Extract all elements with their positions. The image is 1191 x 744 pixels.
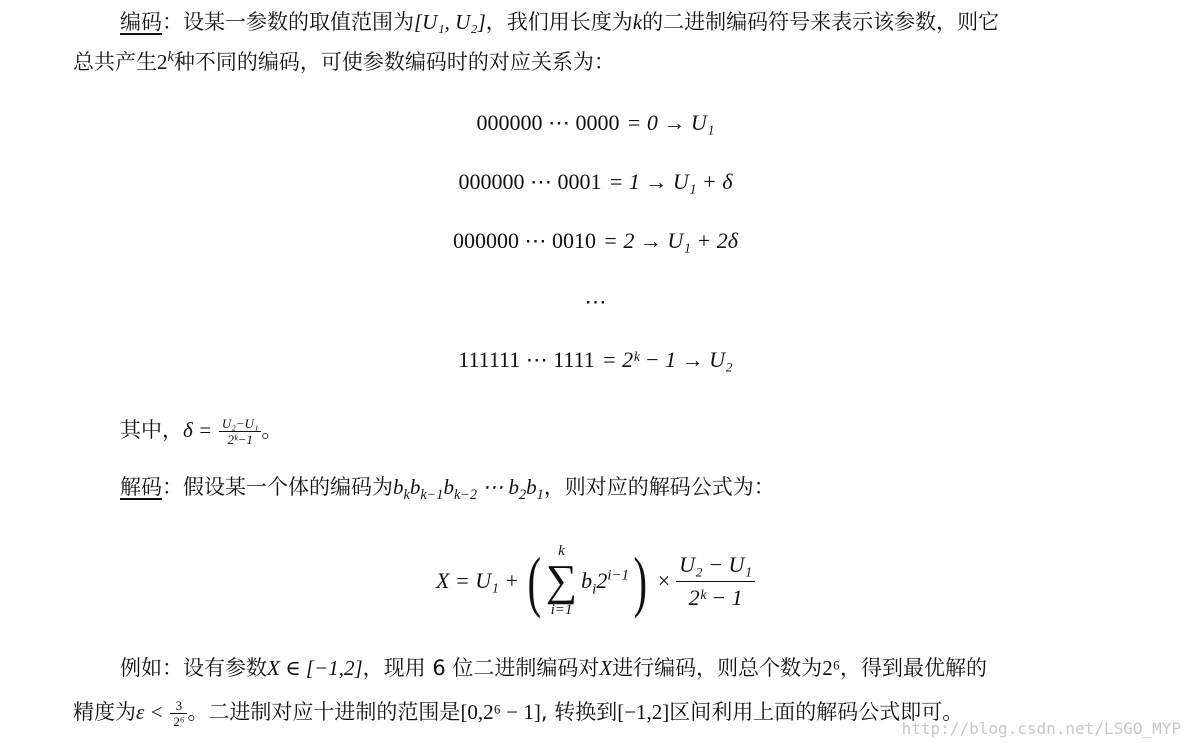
mapping-ellipsis: ⋯ [584, 289, 607, 314]
mapping-eq-3: 000000 ⋯ 0010 = 2 → U₁ + 2δ [453, 228, 738, 253]
k-var: k [632, 10, 643, 34]
example-line-2: 精度为ε < $\frac{3}{\text{2⁶}}$ 。二进制对应十进制的范围是[0,2⁶ − 1], 转换到[−1,2]区间利用上面的解码公式即可。 [73, 698, 964, 729]
decode-formula: X = U₁ + ( k ∑ i=1 $b_i2^{i-1}$ ) × $\frac{\text{U₂ − U₁}}{\text{2ᵏ − 1}}$ [0, 536, 1191, 626]
intro-line-1: 编码：设某一参数的取值范围为[U₁, U₂]，我们用长度为k的二进制编码符号来表示该参数，则它 [120, 10, 1000, 34]
mapping-eq-1: 000000 ⋯ 0000 = 0 → U₁ [476, 110, 715, 135]
mapping-eq-5: 111111 ⋯ 1111 = 2ᵏ − 1 → U₂ [458, 347, 733, 372]
intro-line-2: 总共产生2$^k$种不同的编码，可使参数编码时的对应关系为： [73, 49, 615, 74]
sum-operator: k ∑ i=1 [545, 543, 578, 618]
watermark: http://blog.csdn.net/LSGO_MYP [901, 719, 1181, 738]
range-expr: [U₁, U₂] [414, 10, 486, 34]
code-sequence: $b_kb_{k-1}b_{k-2}$ ⋯ $b_2b_1$ [393, 475, 544, 504]
delta-fraction: $\frac{\text{U₂−U₁}}{\text{2ᵏ−1}}$ [219, 416, 262, 447]
mapping-eq-2: 000000 ⋯ 0001 = 1 → U₁ + δ [458, 169, 733, 194]
epsilon-fraction: $\frac{3}{\text{2⁶}}$ [170, 698, 187, 729]
decode-label: 解码 [120, 475, 162, 499]
decode-line: 解码：假设某一个体的编码为$b_kb_{k-1}b_{k-2}$ ⋯ $b_2b_1$，则对应的解码公式为： [120, 475, 775, 504]
two-power-k: 2$^k$ [157, 49, 174, 74]
formula-fraction: $\frac{\text{U₂ − U₁}}{\text{2ᵏ − 1}}$ [676, 549, 755, 614]
encode-label: 编码 [120, 10, 162, 34]
intro-text: 设某一参数的取值范围为 [183, 10, 414, 34]
example-line-1: 例如：设有参数X ∈ [−1,2]，现用 6 位二进制编码对X进行编码，则总个数为2⁶，得到最优解的 [120, 656, 988, 680]
delta-definition: 其中，δ = $\frac{\text{U₂−U₁}}{\text{2ᵏ−1}}$ 。 [120, 416, 283, 447]
